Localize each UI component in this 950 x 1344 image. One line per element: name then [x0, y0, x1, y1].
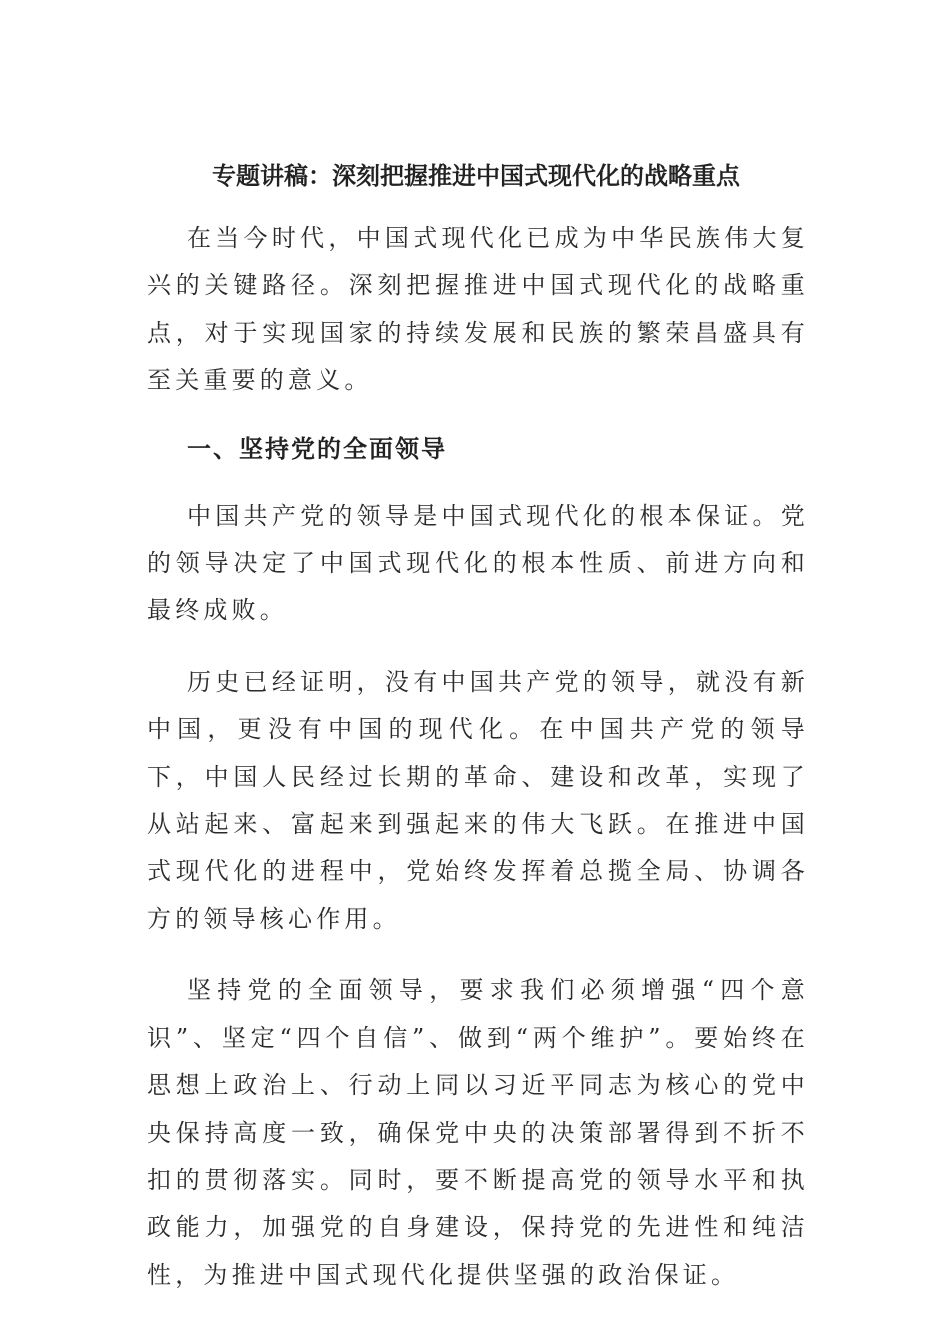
- body-paragraph-3: 坚持党的全面领导，要求我们必须增强“四个意识”、坚定“四个自信”、做到“两个维护”。要始终在思想上政治上、行动上同以习近平同志为核心的党中央保持高度一致，确保党中央的决策部署得到不折不扣的贯彻落实。同时，要不断提高党的领导水平和执政能力，加强党的自身建设，保持党的先进性和纯洁性，为推进中国式现代化提供坚强的政治保证。: [147, 976, 809, 1289]
- intro-paragraph: 在当今时代，中国式现代化已成为中华民族伟大复兴的关键路径。深刻把握推进中国式现代化的战略重点，对于实现国家的持续发展和民族的繁荣昌盛具有至关重要的意义。: [147, 224, 809, 395]
- document-body: [147, 215, 809, 1323]
- body-paragraph-2: 历史已经证明，没有中国共产党的领导，就没有新中国，更没有中国的现代化。在中国共产党的领导下，中国人民经过长期的革命、建设和改革，实现了从站起来、富起来到强起来的伟大飞跃。在推进中国式现代化的进程中，党始终发挥着总揽全局、协调各方的领导核心作用。: [147, 667, 809, 933]
- body-paragraph-1: 中国共产党的领导是中国式现代化的根本保证。党的领导决定了中国式现代化的根本性质、前进方向和最终成败。: [147, 501, 809, 625]
- document-title: 专题讲稿：深刻把握推进中国式现代化的战略重点: [212, 162, 740, 190]
- section-heading-1: 一、坚持党的全面领导: [187, 434, 447, 463]
